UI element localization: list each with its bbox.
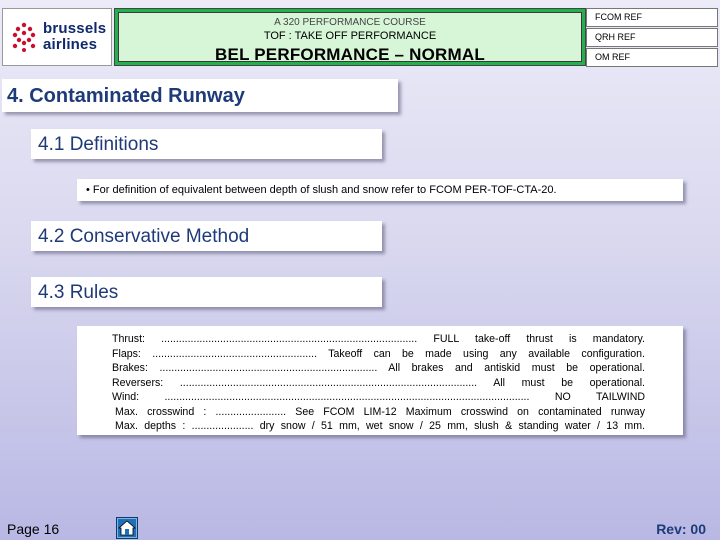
definition-text: • For definition of equivalent between depth of slush and snow refer to FCOM PER-TOF-CTA-20.: [77, 179, 683, 201]
reference-panel: [586, 8, 718, 66]
rule-max-depths: Max. depths : ..................... dry snow / 51 mm, wet snow / 25 mm, slush & standing water / 13 mm.: [115, 420, 645, 432]
module-subtitle: TOF : TAKE OFF PERFORMANCE: [263, 30, 437, 42]
brussels-airlines-logo: [2, 8, 112, 66]
rule-max-crosswind: Max. crosswind : ........................ See FCOM LIM-12 Maximum crosswind on contaminated runway: [115, 405, 645, 418]
rules-list: [77, 326, 683, 435]
section-heading: 4. Contaminated Runway: [2, 79, 398, 112]
rule-thrust: Thrust: ....................................................................................... FULL take-off thrust is mandatory.: [112, 333, 645, 345]
subsection-definitions-heading: 4.1 Definitions: [31, 129, 382, 159]
rule-wind: Wind: ............................................................................................................................ NO TAILWIND: [112, 391, 645, 403]
title-banner-inner: [118, 12, 582, 62]
qrh-ref: QRH REF: [586, 28, 718, 47]
om-ref: OM REF: [586, 48, 718, 67]
logo-line-2: airlines: [43, 36, 98, 53]
home-icon[interactable]: [116, 517, 138, 539]
rule-flaps: Flaps: ........................................................ Takeoff can be made using any available configuration.: [112, 347, 645, 360]
course-name: A 320 PERFORMANCE COURSE: [274, 17, 426, 28]
slide-header: [0, 0, 720, 70]
logo-wordmark: [43, 21, 106, 53]
page-title: BEL PERFORMANCE – NORMAL: [215, 45, 485, 64]
rule-brakes: Brakes: .......................................................................... All brakes and antiskid must be operational.: [112, 362, 645, 374]
revision-label: Rev: 00: [656, 521, 706, 537]
logo-line-1: brussels: [43, 20, 107, 37]
page-number: Page 16: [7, 521, 60, 537]
brussels-airlines-logo-icon: [11, 22, 37, 52]
subsection-conservative-method-heading: 4.2 Conservative Method: [31, 221, 382, 251]
rule-reversers: Reversers: ..................................................................................................... All must be operational.: [112, 376, 645, 389]
subsection-rules-heading: 4.3 Rules: [31, 277, 382, 307]
title-banner: [114, 8, 586, 66]
fcom-ref: FCOM REF: [586, 8, 718, 27]
